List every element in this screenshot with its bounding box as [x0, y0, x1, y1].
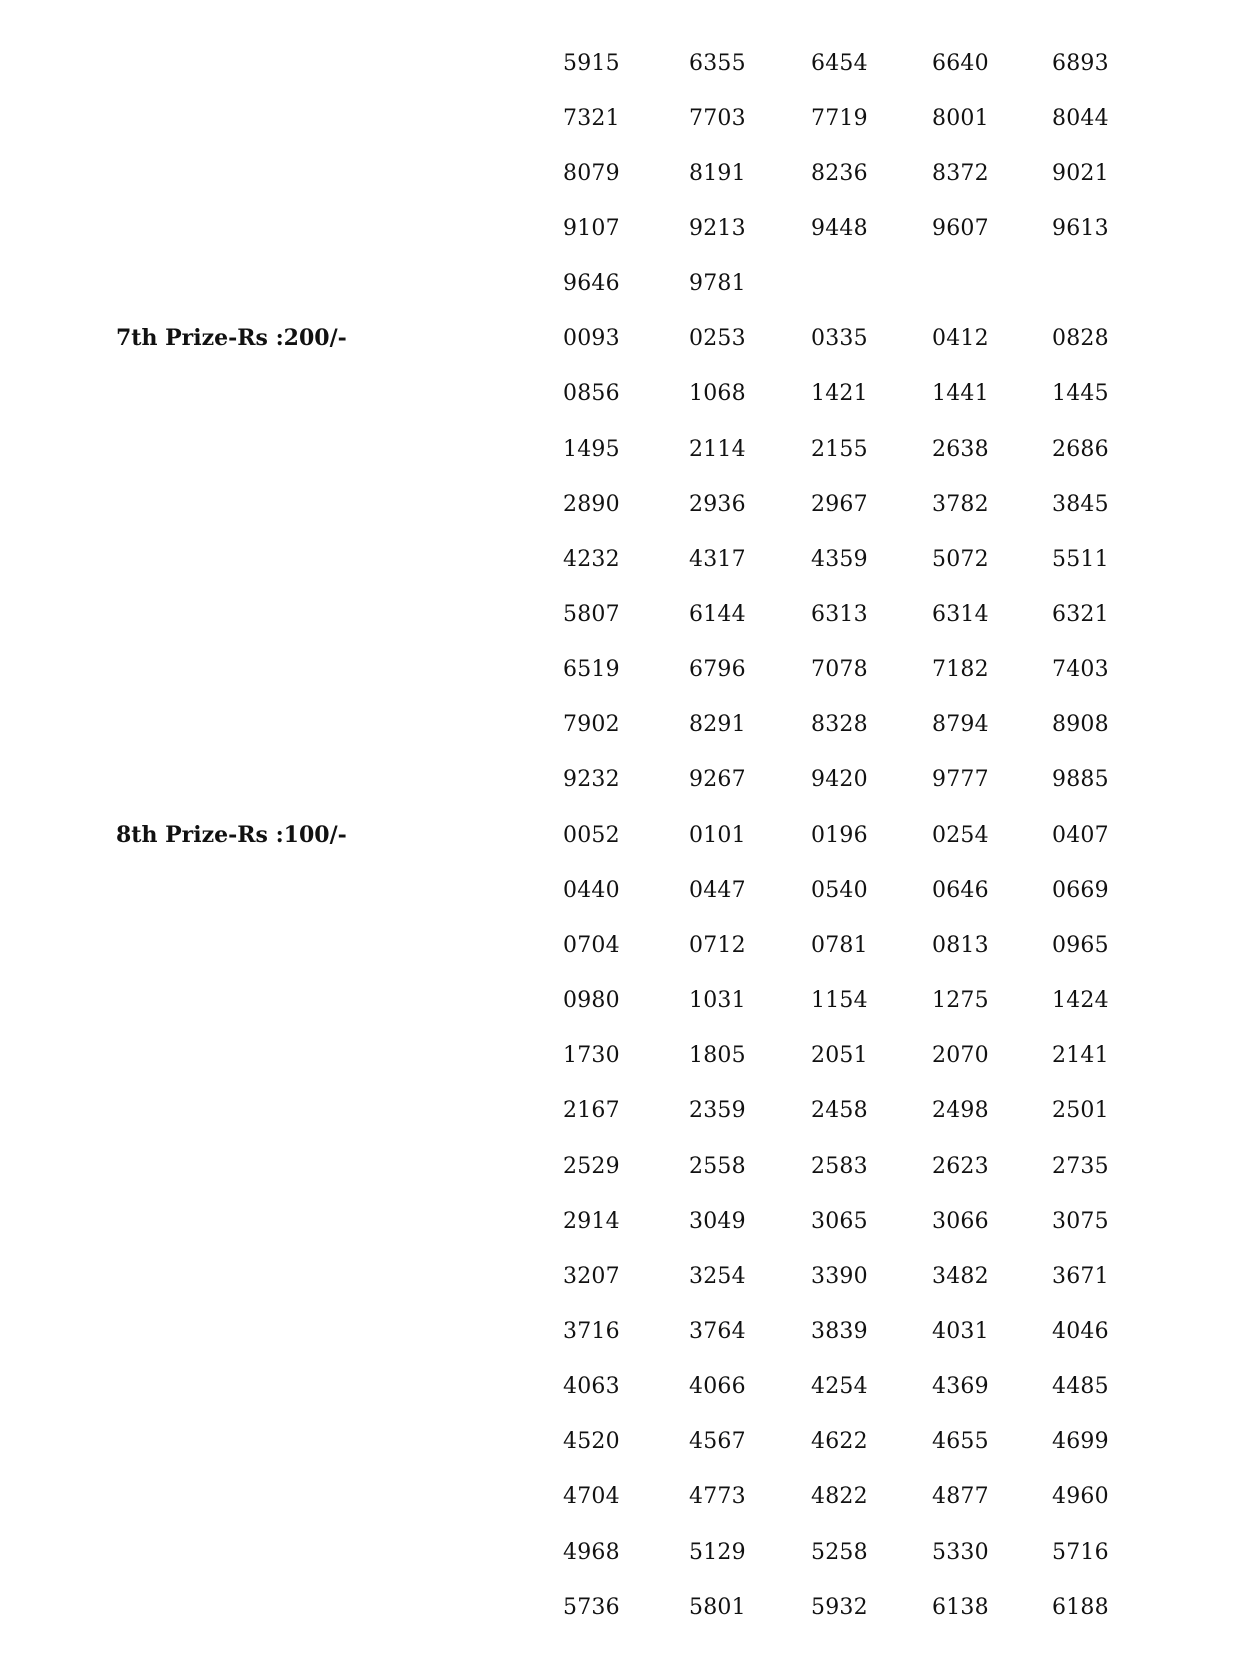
winning-number: 0440: [563, 877, 620, 903]
winning-number: 8236: [811, 160, 868, 186]
winning-number: 6893: [1052, 50, 1109, 76]
winning-number: 2167: [563, 1098, 620, 1124]
result-row: [0, 1580, 1237, 1635]
result-row: [0, 1194, 1237, 1249]
winning-number: 0781: [811, 932, 868, 958]
winning-number: 9885: [1052, 767, 1109, 793]
winning-number: 2583: [811, 1153, 868, 1179]
winning-number: 9777: [932, 767, 989, 793]
winning-number: 9448: [811, 215, 868, 241]
winning-number: 6321: [1052, 602, 1109, 627]
winning-number: 7321: [563, 105, 620, 131]
winning-number: 0093: [563, 326, 620, 352]
winning-number: 0052: [563, 822, 620, 848]
winning-number: 3049: [689, 1208, 746, 1234]
winning-number: 4773: [689, 1484, 746, 1510]
winning-number: 9021: [1052, 160, 1109, 186]
result-row: [0, 642, 1237, 697]
winning-number: 0704: [563, 932, 620, 958]
winning-number: 4877: [932, 1484, 989, 1510]
winning-number: 1424: [1052, 988, 1109, 1014]
winning-number: 5807: [563, 602, 620, 627]
winning-number: 1441: [932, 381, 989, 407]
winning-number: 7182: [932, 657, 989, 683]
winning-number: 6640: [932, 50, 989, 76]
result-row: [0, 1028, 1237, 1083]
winning-number: 2070: [932, 1043, 989, 1069]
result-row: [0, 91, 1237, 146]
winning-number: 4655: [932, 1429, 989, 1455]
winning-number: 0828: [1052, 326, 1109, 352]
prize-label: 8th Prize-Rs :100/-: [116, 821, 347, 848]
winning-number: 2914: [563, 1208, 620, 1234]
result-row: [0, 366, 1237, 421]
winning-number: 3845: [1052, 491, 1109, 517]
winning-number: 7403: [1052, 657, 1109, 683]
result-row: [0, 1525, 1237, 1580]
winning-number: 5736: [563, 1594, 620, 1620]
winning-number: 8079: [563, 160, 620, 186]
winning-number: 2936: [689, 491, 746, 517]
winning-number: 7719: [811, 105, 868, 131]
winning-number: 4968: [563, 1539, 620, 1565]
result-row: [0, 146, 1237, 201]
winning-number: 2458: [811, 1098, 868, 1124]
winning-number: 2890: [563, 491, 620, 517]
result-row: [0, 1359, 1237, 1414]
winning-number: 2967: [811, 491, 868, 517]
result-row: [0, 1414, 1237, 1469]
winning-number: 0813: [932, 932, 989, 958]
winning-number: 8908: [1052, 712, 1109, 738]
winning-number: 4369: [932, 1374, 989, 1400]
winning-number: 9232: [563, 767, 620, 793]
winning-number: 9420: [811, 767, 868, 793]
winning-number: 1031: [689, 988, 746, 1014]
winning-number: 2114: [689, 436, 746, 462]
winning-number: 3066: [932, 1208, 989, 1234]
winning-number: 6796: [689, 657, 746, 683]
result-row: [0, 477, 1237, 532]
winning-number: 0335: [811, 326, 868, 352]
winning-number: 4485: [1052, 1374, 1109, 1400]
winning-number: 2359: [689, 1098, 746, 1124]
winning-number: 8372: [932, 160, 989, 186]
winning-number: 2686: [1052, 436, 1109, 462]
winning-number: 2141: [1052, 1043, 1109, 1069]
result-row: [0, 587, 1237, 642]
winning-number: 0196: [811, 822, 868, 848]
winning-number: 0412: [932, 326, 989, 352]
winning-number: 1445: [1052, 381, 1109, 407]
winning-number: 9613: [1052, 215, 1109, 241]
winning-number: 5716: [1052, 1539, 1109, 1565]
winning-number: 5915: [563, 50, 620, 76]
winning-number: 7078: [811, 657, 868, 683]
winning-number: 2501: [1052, 1098, 1109, 1124]
winning-number: 5330: [932, 1539, 989, 1565]
winning-number: 2155: [811, 436, 868, 462]
result-row: [0, 1469, 1237, 1524]
winning-number: 5511: [1052, 546, 1109, 572]
winning-number: 6188: [1052, 1594, 1109, 1620]
result-row: [0, 256, 1237, 311]
result-row: [0, 697, 1237, 752]
winning-number: 0980: [563, 988, 620, 1014]
winning-number: 6138: [932, 1594, 989, 1620]
winning-number: 1495: [563, 436, 620, 462]
winning-number: 0965: [1052, 932, 1109, 958]
winning-number: 2529: [563, 1153, 620, 1179]
result-row: [0, 918, 1237, 973]
winning-number: 7902: [563, 712, 620, 738]
winning-number: 6144: [689, 602, 746, 627]
winning-number: 0540: [811, 877, 868, 903]
winning-number: 2051: [811, 1043, 868, 1069]
winning-number: 8001: [932, 105, 989, 131]
winning-number: 3716: [563, 1318, 620, 1344]
winning-number: 4063: [563, 1374, 620, 1400]
winning-number: 4822: [811, 1484, 868, 1510]
winning-number: 0253: [689, 326, 746, 352]
result-row: [0, 808, 1237, 863]
winning-number: 8291: [689, 712, 746, 738]
winning-number: 3390: [811, 1263, 868, 1289]
winning-number: 4622: [811, 1429, 868, 1455]
winning-number: 2558: [689, 1153, 746, 1179]
winning-number: 6454: [811, 50, 868, 76]
winning-number: 2638: [932, 436, 989, 462]
winning-number: 1154: [811, 988, 868, 1014]
winning-number: 3764: [689, 1318, 746, 1344]
prize-label: 7th Prize-Rs :200/-: [116, 325, 347, 352]
winning-number: 3482: [932, 1263, 989, 1289]
winning-number: 5072: [932, 546, 989, 572]
winning-number: 6355: [689, 50, 746, 76]
result-row: [0, 201, 1237, 256]
winning-number: 4317: [689, 546, 746, 572]
winning-number: 3782: [932, 491, 989, 517]
winning-number: 5801: [689, 1594, 746, 1620]
winning-number: 8328: [811, 712, 868, 738]
winning-number: 6519: [563, 657, 620, 683]
result-row: [0, 1139, 1237, 1194]
result-row: [0, 752, 1237, 807]
winning-number: 9213: [689, 215, 746, 241]
winning-number: 2735: [1052, 1153, 1109, 1179]
winning-number: 4699: [1052, 1429, 1109, 1455]
winning-number: 1805: [689, 1043, 746, 1069]
winning-number: 1730: [563, 1043, 620, 1069]
winning-number: 0712: [689, 932, 746, 958]
winning-number: 3065: [811, 1208, 868, 1234]
winning-number: 4520: [563, 1429, 620, 1455]
result-row: [0, 1304, 1237, 1359]
winning-number: 8044: [1052, 105, 1109, 131]
winning-number: 8191: [689, 160, 746, 186]
result-row: [0, 311, 1237, 366]
winning-number: 3839: [811, 1318, 868, 1344]
result-row: [0, 532, 1237, 587]
winning-number: 5258: [811, 1539, 868, 1565]
winning-number: 1275: [932, 988, 989, 1014]
winning-number: 3254: [689, 1263, 746, 1289]
winning-number: 4046: [1052, 1318, 1109, 1344]
winning-number: 4960: [1052, 1484, 1109, 1510]
winning-number: 4567: [689, 1429, 746, 1455]
winning-number: 4031: [932, 1318, 989, 1344]
result-row: [0, 1083, 1237, 1138]
winning-number: 4359: [811, 546, 868, 572]
winning-number: 0669: [1052, 877, 1109, 903]
winning-number: 7703: [689, 105, 746, 131]
winning-number: 0447: [689, 877, 746, 903]
winning-number: 0101: [689, 822, 746, 848]
winning-number: 9607: [932, 215, 989, 241]
winning-number: 2498: [932, 1098, 989, 1124]
result-row: [0, 36, 1237, 91]
winning-number: 9267: [689, 767, 746, 793]
winning-number: 6313: [811, 602, 868, 627]
winning-number: 9781: [689, 271, 746, 297]
winning-number: 1068: [689, 381, 746, 407]
result-row: [0, 863, 1237, 918]
winning-number: 0407: [1052, 822, 1109, 848]
winning-number: 2623: [932, 1153, 989, 1179]
winning-number: 5932: [811, 1594, 868, 1620]
result-row: [0, 1249, 1237, 1304]
result-row: [0, 973, 1237, 1028]
winning-number: 4232: [563, 546, 620, 572]
winning-number: 4704: [563, 1484, 620, 1510]
winning-number: 1421: [811, 381, 868, 407]
result-row: [0, 422, 1237, 477]
winning-number: 8794: [932, 712, 989, 738]
winning-number: 3075: [1052, 1208, 1109, 1234]
winning-number: 4066: [689, 1374, 746, 1400]
winning-number: 5129: [689, 1539, 746, 1565]
winning-number: 9107: [563, 215, 620, 241]
winning-number: 3207: [563, 1263, 620, 1289]
winning-number: 0254: [932, 822, 989, 848]
winning-number: 0646: [932, 877, 989, 903]
winning-number: 9646: [563, 271, 620, 297]
winning-number: 3671: [1052, 1263, 1109, 1289]
winning-number: 0856: [563, 381, 620, 407]
winning-number: 4254: [811, 1374, 868, 1400]
winning-number: 6314: [932, 602, 989, 627]
